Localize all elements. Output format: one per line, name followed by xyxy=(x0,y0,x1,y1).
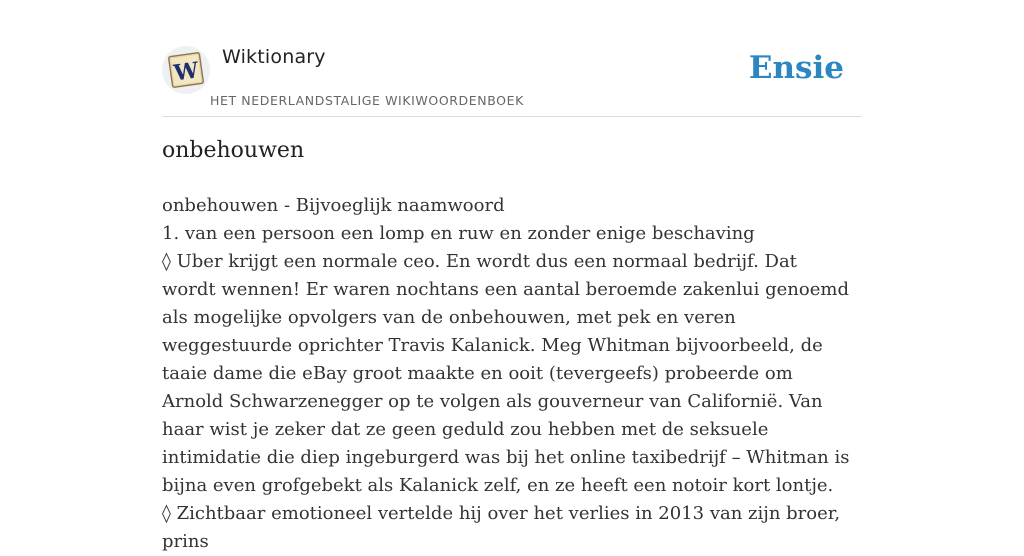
example-sentence: ◊ Uber krijgt een normale ceo. En wordt dus een normaal bedrijf. Dat wordt wennen! Er waren nochtans een aantal beroemde zakenlui genoemd als mogelijke opvolgers van de onbehouwen, met pek en veren weggestuurde oprichter Travis Kalanick. Meg Whitman bijvoorbeeld, de taaie dame die eBay groot maakte en ooit (tevergeefs) probeerde om Arnold Schwarzenegger op te volgen als gouverneur van Californië. Van haar wist je zeker dat ze geen geduld zou hebben met de seksuele intimidatie die diep ingeburgerd was bij het online taxibedrijf – Whitman is bijna even grofgebekt als Kalanick zelf, en ze heeft een notoir kort lontje. xyxy=(162,251,850,496)
entry-heading: onbehouwen - Bijvoeglijk naamwoord xyxy=(162,195,505,216)
site-tagline: HET NEDERLANDSTALIGE WIKIWOORDENBOEK xyxy=(210,93,524,108)
example-sentence: ◊ Zichtbaar emotioneel vertelde hij over het verlies in 2013 van zijn broer, prins xyxy=(162,503,841,552)
definition-text: 1. van een persoon een lomp en ruw en zonder enige beschaving xyxy=(162,223,755,244)
site-header xyxy=(162,44,862,117)
page-title: onbehouwen xyxy=(162,138,305,163)
ensie-brand-link[interactable]: Ensie xyxy=(748,50,844,86)
wiktionary-logo-tile-icon xyxy=(162,46,210,94)
entry-content xyxy=(162,192,862,556)
logo-letter: W xyxy=(172,57,201,87)
site-name[interactable]: Wiktionary xyxy=(222,46,326,68)
wiktionary-logo-icon[interactable] xyxy=(162,46,210,94)
